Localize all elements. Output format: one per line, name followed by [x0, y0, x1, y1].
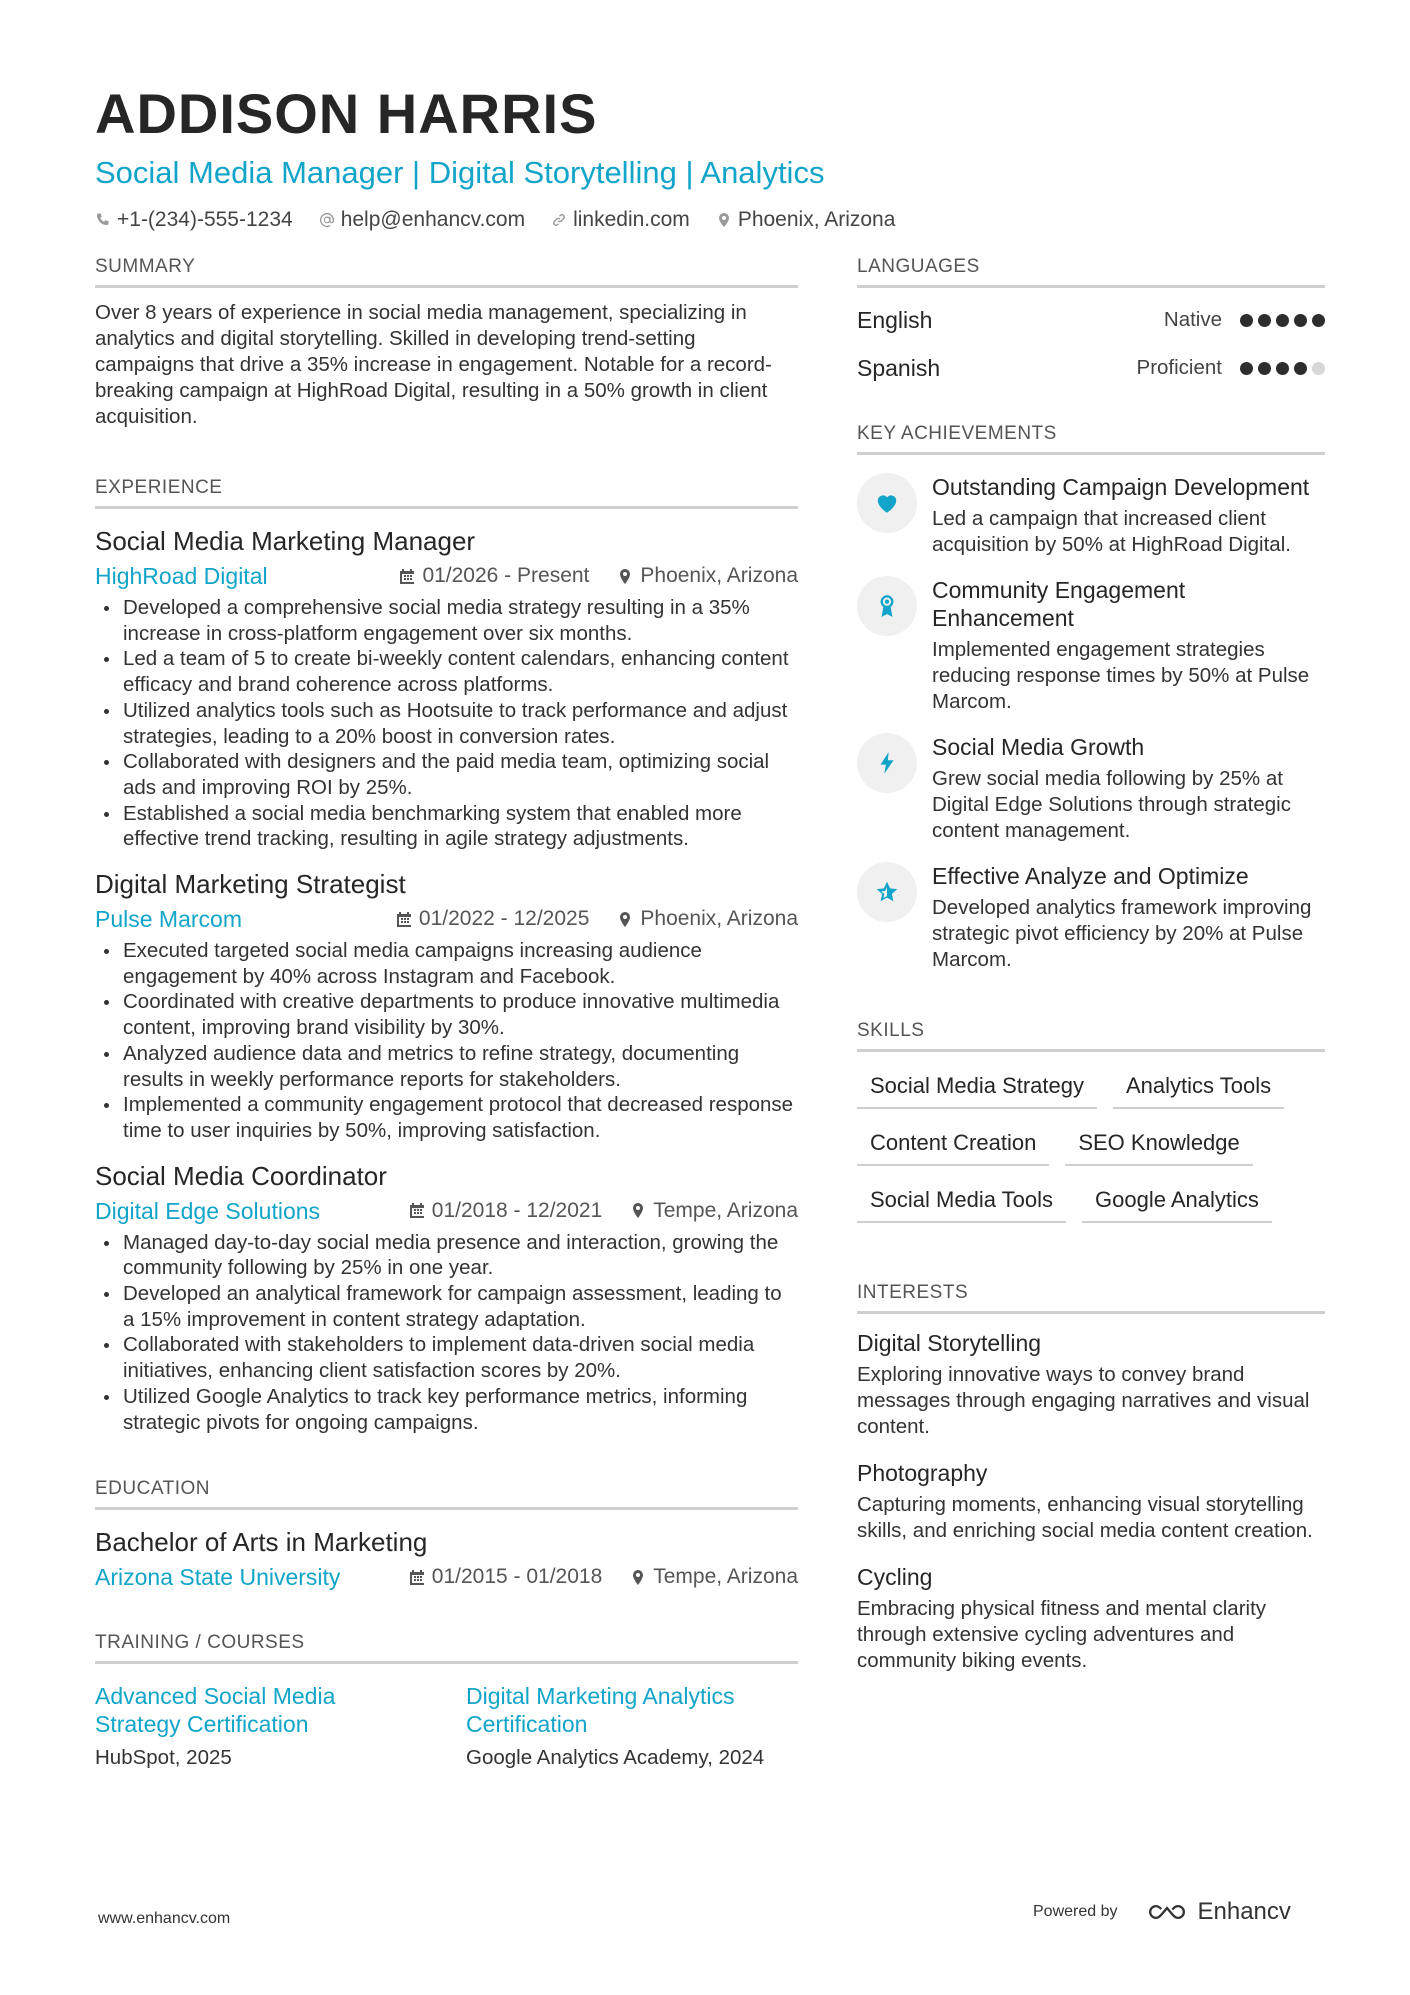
interests-section	[857, 1281, 1325, 1674]
job-bullet: Collaborated with stakeholders to implement data-driven social media initiatives, enhancing client satisfaction scores by 20%.	[95, 1332, 798, 1383]
star-icon	[857, 862, 917, 922]
job-title: Social Media Marketing Manager	[95, 526, 476, 556]
brand-name: Enhancv	[1197, 1898, 1291, 1925]
achievement-title: Community Engagement Enhancement	[932, 577, 1186, 631]
job-title: Digital Marketing Strategist	[95, 869, 406, 900]
company-name[interactable]: Pulse Marcom	[95, 906, 242, 933]
job-bullets	[95, 938, 798, 1144]
summary-section	[95, 255, 798, 430]
proficiency-dots	[1240, 314, 1325, 327]
brand-logo[interactable]	[1144, 1898, 1291, 1926]
job-location	[617, 905, 798, 933]
interest-item	[857, 1458, 1325, 1544]
interest-title: Photography	[857, 1460, 988, 1486]
candidate-name: ADDISON HARRIS	[95, 82, 598, 145]
powered-by-text: Powered by	[1033, 1903, 1118, 1920]
experience-heading: EXPERIENCE	[95, 476, 798, 509]
education-entry	[95, 1526, 798, 1591]
job-bullets	[95, 1230, 798, 1436]
calendar-icon	[409, 1569, 425, 1586]
proficiency-dot-filled	[1294, 314, 1307, 327]
job-meta	[95, 1197, 798, 1225]
education-location-text: Tempe, Arizona	[653, 1565, 798, 1589]
interest-desc: Embracing physical fitness and mental clarity through extensive cycling adventures and community biking events.	[857, 1597, 1267, 1672]
proficiency-dot-filled	[1258, 314, 1271, 327]
achievement-desc: Grew social media following by 25% at Digital Edge Solutions through strategic content management.	[932, 767, 1291, 842]
job-entry	[95, 1160, 798, 1436]
award-icon	[857, 576, 917, 636]
achievement-desc: Led a campaign that increased client acquisition by 50% at HighRoad Digital.	[932, 507, 1291, 556]
course-title[interactable]: Advanced Social Media Strategy Certification	[95, 1683, 336, 1738]
proficiency-dot-filled	[1276, 362, 1289, 375]
job-dates	[396, 905, 589, 933]
education-dates	[409, 1563, 602, 1591]
achievement-item	[857, 733, 1325, 844]
achievement-title: Outstanding Campaign Development	[932, 474, 1310, 500]
email-text: help@enhancv.com	[340, 208, 526, 231]
language-level: Native	[1163, 308, 1222, 331]
location-text: Phoenix, Arizona	[737, 208, 896, 231]
education-heading: EDUCATION	[95, 1477, 798, 1510]
interest-desc: Capturing moments, enhancing visual storytelling skills, and enriching social media content creation.	[857, 1493, 1313, 1542]
proficiency-dot-filled	[1258, 362, 1271, 375]
job-bullet: Executed targeted social media campaigns increasing audience engagement by 40% across Instagram and Facebook.	[95, 938, 798, 989]
job-location-text: Tempe, Arizona	[653, 1198, 798, 1222]
job-bullet: Collaborated with designers and the paid media team, optimizing social ads and improving ROI by 25%.	[95, 749, 798, 800]
language-row	[857, 304, 1325, 336]
interest-desc: Exploring innovative ways to convey brand messages through engaging narratives and visual content.	[857, 1363, 1310, 1438]
education-section	[95, 1477, 798, 1591]
course-list	[95, 1682, 798, 1771]
skill-tag: Social Media Tools	[857, 1178, 1066, 1223]
company-name[interactable]: HighRoad Digital	[95, 563, 268, 589]
job-entry	[95, 525, 798, 852]
job-bullet: Led a team of 5 to create bi-weekly content calendars, enhancing content efficacy and brand coherence across platforms.	[95, 646, 798, 697]
achievement-item	[857, 576, 1325, 715]
education-dates-text: 01/2015 - 01/2018	[431, 1565, 603, 1589]
map-pin-icon	[617, 568, 633, 585]
language-row	[857, 352, 1325, 384]
job-meta	[95, 905, 798, 933]
course-org: Google Analytics Academy, 2024	[466, 1746, 765, 1770]
interest-item	[857, 1562, 1325, 1674]
job-meta	[95, 562, 798, 590]
achievements-heading: KEY ACHIEVEMENTS	[857, 422, 1325, 455]
skill-tag: Social Media Strategy	[857, 1064, 1097, 1109]
course-org: HubSpot, 2025	[95, 1746, 232, 1770]
job-dates-text: 01/2022 - 12/2025	[418, 907, 590, 931]
proficiency-dots	[1240, 362, 1325, 375]
job-bullet: Coordinated with creative departments to produce innovative multimedia content, improving brand visibility by 30%.	[95, 989, 798, 1040]
languages-section	[857, 255, 1325, 384]
heart-icon	[857, 473, 917, 533]
map-pin-icon	[716, 212, 732, 228]
achievement-desc: Developed analytics framework improving strategic pivot efficiency by 20% at Pulse Marcom.	[932, 896, 1312, 971]
skill-tag: Analytics Tools	[1113, 1064, 1284, 1109]
phone-icon	[95, 212, 111, 228]
map-pin-icon	[630, 1202, 646, 1219]
job-entry	[95, 868, 798, 1144]
proficiency-dot-filled	[1240, 314, 1253, 327]
job-dates	[409, 1197, 602, 1225]
language-name: Spanish	[857, 354, 941, 381]
link-icon	[551, 212, 567, 228]
contact-bar	[95, 206, 1325, 234]
achievements-section	[857, 422, 1325, 973]
language-name: English	[857, 306, 933, 333]
school-name[interactable]: Arizona State University	[95, 1564, 341, 1591]
footer-branding	[1033, 1898, 1291, 1926]
skill-tag: SEO Knowledge	[1065, 1121, 1252, 1166]
achievement-title: Social Media Growth	[932, 734, 1145, 760]
achievement-item	[857, 473, 1325, 558]
infinity-logo-icon	[1144, 1900, 1190, 1924]
job-bullet: Implemented a community engagement protocol that decreased response time to user inquiries by 50%, improving satisfaction.	[95, 1092, 798, 1143]
footer-website[interactable]: www.enhancv.com	[98, 1910, 231, 1927]
summary-text: Over 8 years of experience in social media management, specializing in analytics and digital storytelling. Skilled in developing trend-setting campaigns that drive a 35% increase in engagement. Notable for a record-breaking campaign at HighRoad Digital, resulting in a 50% growth in client acquisition.	[95, 301, 772, 428]
proficiency-dot-filled	[1240, 362, 1253, 375]
language-level: Proficient	[1136, 356, 1222, 379]
achievement-title: Effective Analyze and Optimize	[932, 863, 1249, 889]
job-location	[617, 562, 798, 590]
left-column	[95, 255, 798, 1771]
contact-phone[interactable]	[95, 206, 293, 234]
job-bullet: Developed a comprehensive social media strategy resulting in a 35% increase in cross-platform engagement over six months.	[95, 595, 798, 646]
bolt-icon	[857, 733, 917, 793]
contact-email[interactable]	[319, 206, 525, 234]
training-section	[95, 1631, 798, 1771]
interests-heading: INTERESTS	[857, 1281, 1325, 1314]
job-bullet: Analyzed audience data and metrics to refine strategy, documenting results in weekly performance reports for stakeholders.	[95, 1041, 798, 1092]
map-pin-icon	[630, 1569, 646, 1586]
job-location	[630, 1197, 798, 1225]
skill-tag: Content Creation	[857, 1121, 1049, 1166]
skill-list	[857, 1064, 1325, 1223]
education-meta	[95, 1563, 798, 1591]
job-location-text: Phoenix, Arizona	[640, 564, 798, 587]
education-location	[630, 1563, 798, 1591]
training-heading: TRAINING / COURSES	[95, 1631, 798, 1664]
map-pin-icon	[617, 911, 633, 928]
proficiency-dot-empty	[1312, 362, 1325, 375]
skills-section	[857, 1019, 1325, 1223]
linkedin-text: linkedin.com	[573, 208, 690, 231]
job-title: Social Media Coordinator	[95, 1160, 387, 1191]
resume-header	[95, 82, 1325, 234]
proficiency-dot-filled	[1312, 314, 1325, 327]
interest-title: Cycling	[857, 1564, 933, 1590]
at-icon	[319, 212, 335, 228]
course-item	[95, 1682, 426, 1771]
job-bullet: Utilized analytics tools such as Hootsuite to track performance and adjust strategies, leading to a 20% boost in conversion rates.	[95, 698, 798, 749]
phone-text: +1-(234)-555-1234	[117, 208, 293, 231]
proficiency-dot-filled	[1276, 314, 1289, 327]
degree-title: Bachelor of Arts in Marketing	[95, 1527, 428, 1558]
interest-title: Digital Storytelling	[857, 1330, 1042, 1356]
job-dates-text: 01/2018 - 12/2021	[431, 1198, 603, 1222]
calendar-icon	[409, 1202, 425, 1219]
candidate-headline: Social Media Manager | Digital Storytelling | Analytics	[95, 155, 825, 190]
job-dates-text: 01/2026 - Present	[422, 564, 590, 587]
achievement-item	[857, 862, 1325, 973]
company-name[interactable]: Digital Edge Solutions	[95, 1197, 321, 1224]
calendar-icon	[396, 911, 412, 928]
job-bullet: Established a social media benchmarking system that enabled more effective trend tracking, resulting in agile strategy adjustments.	[95, 801, 798, 852]
job-dates	[399, 562, 589, 590]
job-location-text: Phoenix, Arizona	[640, 907, 798, 931]
contact-linkedin[interactable]	[551, 206, 690, 234]
interest-item	[857, 1328, 1325, 1440]
experience-section	[95, 476, 798, 1435]
contact-location	[716, 206, 896, 234]
course-title[interactable]: Digital Marketing Analytics Certification	[466, 1683, 735, 1738]
achievement-desc: Implemented engagement strategies reducing response times by 50% at Pulse Marcom.	[932, 638, 1310, 713]
calendar-icon	[399, 568, 415, 585]
skills-heading: SKILLS	[857, 1019, 1325, 1052]
languages-heading: LANGUAGES	[857, 255, 1325, 288]
skill-tag: Google Analytics	[1082, 1178, 1272, 1223]
job-bullets	[95, 595, 798, 852]
course-item	[466, 1682, 797, 1771]
right-column	[857, 255, 1325, 1674]
summary-heading: SUMMARY	[95, 255, 798, 288]
job-bullet: Utilized Google Analytics to track key performance metrics, informing strategic pivots for ongoing campaigns.	[95, 1384, 798, 1435]
job-bullet: Developed an analytical framework for campaign assessment, leading to a 15% improvement in content strategy adaptation.	[95, 1281, 798, 1332]
proficiency-dot-filled	[1294, 362, 1307, 375]
job-bullet: Managed day-to-day social media presence and interaction, growing the community following by 25% in one year.	[95, 1230, 798, 1281]
